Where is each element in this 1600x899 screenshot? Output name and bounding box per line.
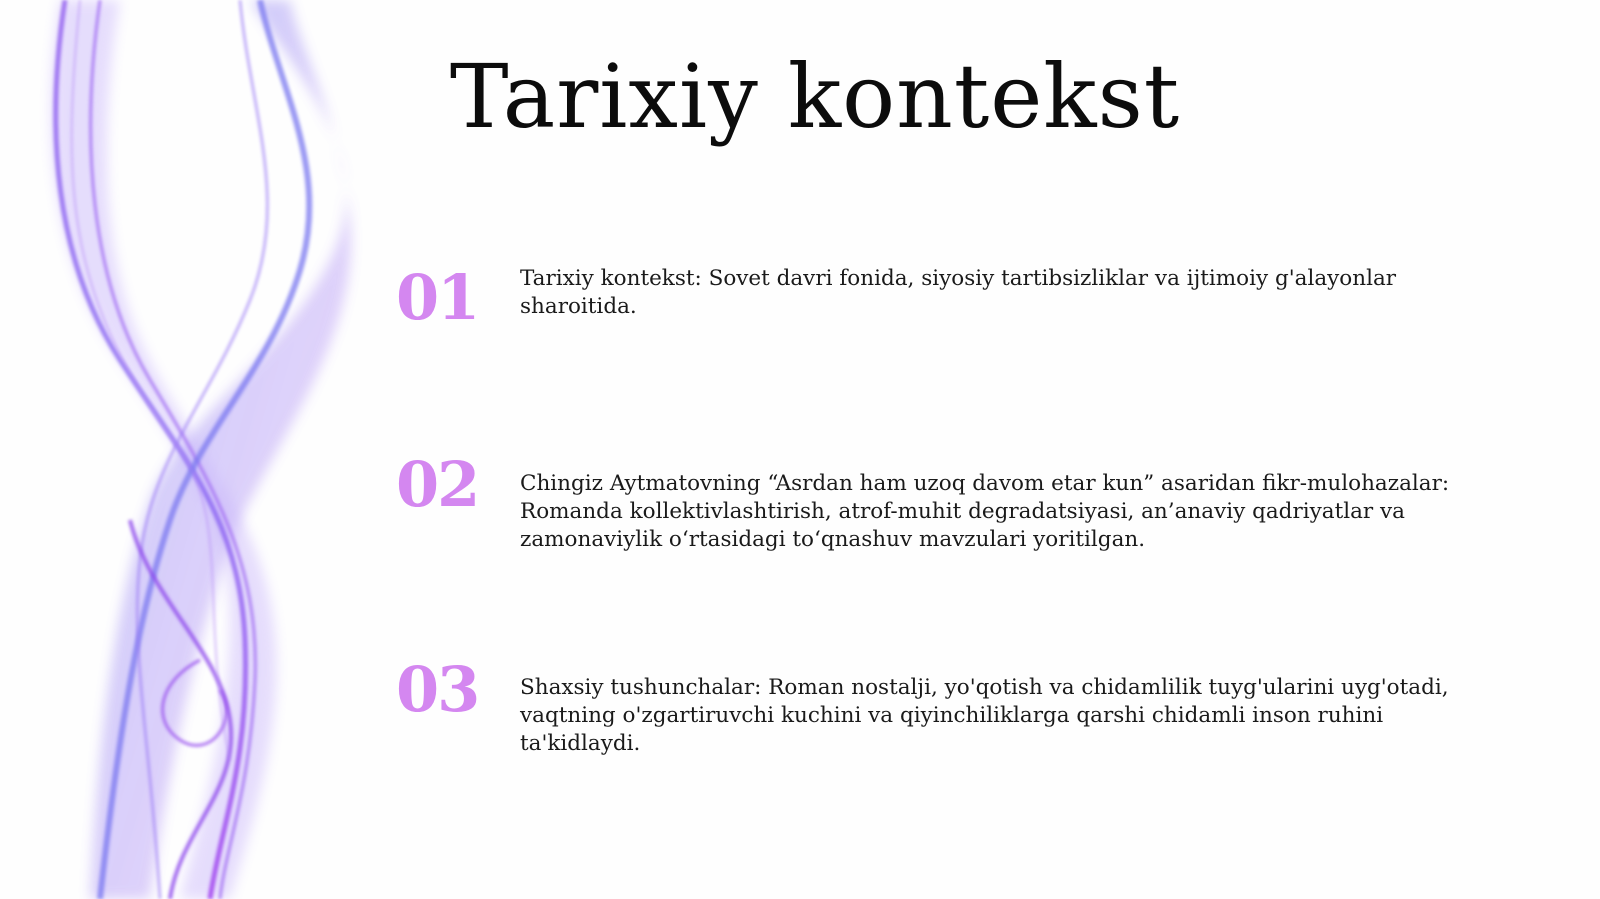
item-text: Tarixiy kontekst: Sovet davri fonida, siyosiy tartibsizliklar va ijtimoiy g'alayonlar sharoitida.	[520, 266, 1397, 319]
item-number: 03	[396, 653, 479, 726]
slide-title: Tarixiy kontekst	[449, 45, 1181, 148]
item-number: 02	[396, 448, 479, 521]
item-text: Shaxsiy tushunchalar: Roman nostalji, yo'qotish va chidamlilik tuyg'ularini uyg'otadi, vaqtning o'zgartiruvchi kuchini va qiyinchiliklarga qarshi chidamli inson ruhini ta'kidlaydi.	[520, 675, 1449, 756]
item-text: Chingiz Aytmatovning “Asrdan ham uzoq davom etar kun” asaridan fikr-mulohazalar: Romanda kollektivlashtirish, atrof-muhit degradatsiyasi, an’anaviy qadriyatlar va zamonaviylik o‘rtasidagi to‘qnashuv mavzulari yoritilgan.	[520, 471, 1450, 552]
item-number: 01	[396, 261, 479, 334]
